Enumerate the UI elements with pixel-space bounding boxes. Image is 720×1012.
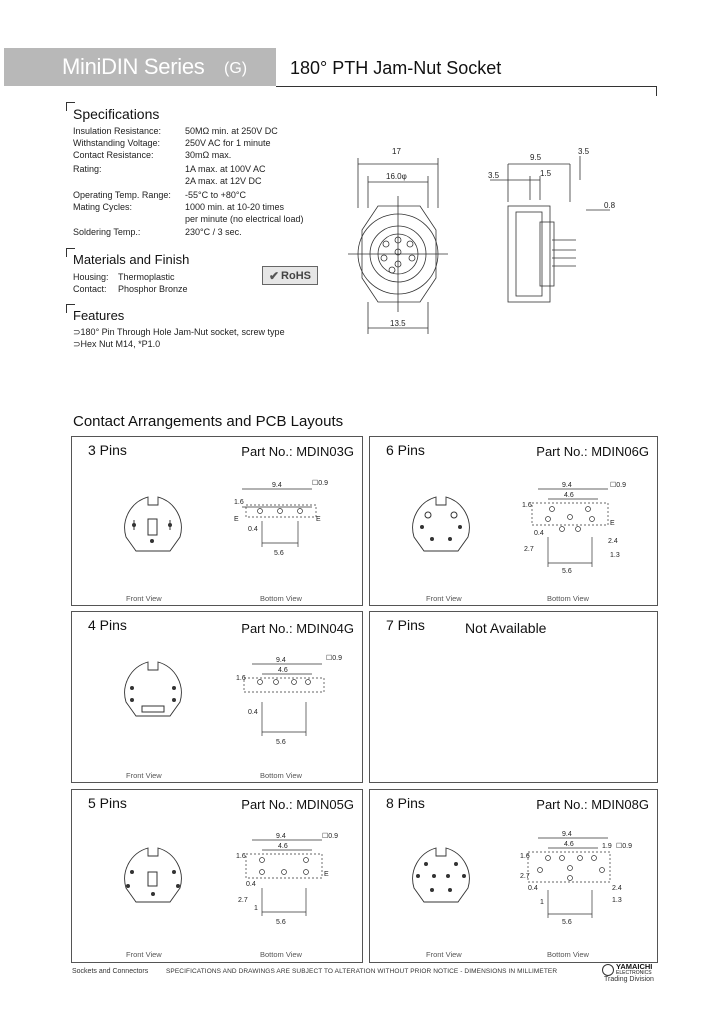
- bottom-view-label: Bottom View: [547, 950, 589, 959]
- dim-17: 17: [392, 147, 401, 156]
- bottom-view-label: Bottom View: [260, 594, 302, 603]
- dim-3-5-top: 3.5: [578, 147, 590, 156]
- svg-text:5.6: 5.6: [276, 919, 286, 926]
- pin-count: 8 Pins: [386, 795, 425, 811]
- svg-text:E: E: [316, 516, 321, 523]
- bottom-view-label: Bottom View: [547, 594, 589, 603]
- front-view-label: Front View: [126, 771, 162, 780]
- svg-text:9.4: 9.4: [276, 657, 286, 664]
- front-view-label: Front View: [426, 594, 462, 603]
- svg-text:☐0.9: ☐0.9: [322, 833, 339, 840]
- svg-text:1.6: 1.6: [236, 853, 246, 860]
- brand-sub: ELECTRONICS: [616, 970, 652, 976]
- bottom-view-label: Bottom View: [260, 771, 302, 780]
- feature-item: ⊃Hex Nut M14, *P1.0: [73, 339, 161, 349]
- spec-row: Insulation Resistance: 50MΩ min. at 250V DC: [73, 126, 278, 136]
- panel-6-pins: [369, 436, 658, 606]
- dim-9-5: 9.5: [530, 153, 542, 162]
- bottom-view-5: [232, 828, 352, 928]
- page-title: 180° PTH Jam-Nut Socket: [290, 58, 502, 78]
- contact-section-title: Contact Arrangements and PCB Layouts: [73, 413, 344, 430]
- svg-text:1.6: 1.6: [520, 853, 530, 860]
- svg-text:9.4: 9.4: [272, 482, 282, 489]
- dim-16: 16.0φ: [386, 172, 407, 181]
- pin-count: 4 Pins: [88, 617, 127, 633]
- svg-text:0.4: 0.4: [534, 530, 544, 537]
- connector-drawing: [340, 140, 630, 350]
- dim-3-5-left: 3.5: [488, 171, 500, 180]
- svg-text:E: E: [234, 516, 239, 523]
- svg-text:4.6: 4.6: [278, 843, 288, 850]
- part-number: Part No.: MDIN03G: [241, 444, 354, 459]
- svg-text:0.4: 0.4: [246, 881, 256, 888]
- svg-text:9.4: 9.4: [276, 833, 286, 840]
- panel-5-pins: [71, 789, 363, 963]
- bottom-view-label: Bottom View: [260, 950, 302, 959]
- dim-0-8: 0.8: [604, 201, 616, 210]
- footer-division: Trading Division: [604, 976, 654, 983]
- svg-text:☐0.9: ☐0.9: [610, 482, 627, 489]
- front-view-label: Front View: [426, 950, 462, 959]
- part-number: Part No.: MDIN08G: [536, 797, 649, 812]
- series-title: MiniDIN Series: [62, 54, 205, 79]
- check-icon: ✔: [268, 268, 280, 283]
- spec-row: Soldering Temp.: 230°C / 3 sec.: [73, 227, 242, 237]
- bottom-view-8: [518, 828, 648, 928]
- yamaichi-logo-icon: [602, 964, 614, 976]
- part-number: Part No.: MDIN06G: [536, 444, 649, 459]
- arrow-icon: ⊃: [73, 339, 81, 349]
- front-view-5: [118, 844, 188, 910]
- svg-text:☐0.9: ☐0.9: [312, 480, 329, 487]
- spec-row: Mating Cycles: 1000 min. at 10-20 times: [73, 202, 285, 212]
- svg-text:0.4: 0.4: [528, 885, 538, 892]
- front-view-label: Front View: [126, 950, 162, 959]
- material-housing-label: Housing:: [73, 272, 109, 282]
- svg-text:5.6: 5.6: [274, 550, 284, 557]
- svg-text:1.6: 1.6: [234, 499, 244, 506]
- specifications-title: Specifications: [73, 106, 160, 122]
- spec-row: per minute (no electrical load): [185, 214, 304, 224]
- pin-count: 7 Pins: [386, 617, 425, 633]
- pin-count: 5 Pins: [88, 795, 127, 811]
- footer-category: Sockets and Connectors: [72, 968, 149, 975]
- front-view-8: [406, 844, 476, 910]
- spec-row: Withstanding Voltage: 250V AC for 1 minute: [73, 138, 271, 148]
- svg-text:0.4: 0.4: [248, 709, 258, 716]
- panel-7-pins: [369, 611, 658, 783]
- footer-disclaimer: SPECIFICATIONS AND DRAWINGS ARE SUBJECT TO ALTERATION WITHOUT PRIOR NOTICE - DIMENSIONS IN MILLIMETER: [166, 968, 558, 975]
- svg-text:4.6: 4.6: [278, 667, 288, 674]
- panel-8-pins: [369, 789, 658, 963]
- header-rule: [276, 86, 656, 87]
- svg-text:1: 1: [540, 899, 544, 906]
- dim-1-5: 1.5: [540, 169, 552, 178]
- spec-row: 2A max. at 12V DC: [185, 176, 262, 186]
- svg-text:2.7: 2.7: [520, 873, 530, 880]
- front-view-label: Front View: [126, 594, 162, 603]
- svg-text:☐0.9: ☐0.9: [326, 655, 343, 662]
- specifications-list: [0, 125, 360, 238]
- svg-text:1.3: 1.3: [612, 897, 622, 904]
- footer-brand: [602, 963, 652, 977]
- svg-text:5.6: 5.6: [562, 919, 572, 926]
- not-available-text: Not Available: [465, 620, 547, 636]
- svg-text:1.6: 1.6: [236, 675, 246, 682]
- features-title: Features: [73, 308, 125, 323]
- front-view-6: [406, 493, 476, 559]
- svg-text:2.4: 2.4: [608, 538, 618, 545]
- bottom-view-3: [232, 477, 342, 567]
- rohs-badge: ✔ RoHS: [262, 266, 318, 285]
- panel-3-pins: [71, 436, 363, 606]
- svg-text:1: 1: [254, 905, 258, 912]
- material-contact-value: Phosphor Bronze: [118, 284, 188, 294]
- svg-text:0.4: 0.4: [248, 526, 258, 533]
- svg-text:1.9: 1.9: [602, 843, 612, 850]
- bottom-view-6: [518, 477, 648, 577]
- svg-text:9.4: 9.4: [562, 831, 572, 838]
- series-variant: (G): [224, 60, 248, 77]
- dim-13-5: 13.5: [390, 319, 406, 328]
- front-view-3: [118, 493, 188, 559]
- material-housing-value: Thermoplastic: [118, 272, 175, 282]
- spec-row: Contact Resistance: 30mΩ max.: [73, 150, 232, 160]
- svg-text:☐0.9: ☐0.9: [616, 843, 633, 850]
- feature-item: ⊃180° Pin Through Hole Jam-Nut socket, screw type: [73, 327, 285, 337]
- pin-count: 6 Pins: [386, 442, 425, 458]
- svg-text:2.7: 2.7: [524, 546, 534, 553]
- svg-text:5.6: 5.6: [276, 739, 286, 746]
- svg-text:1.6: 1.6: [522, 502, 532, 509]
- bottom-view-4: [232, 652, 352, 752]
- panel-4-pins: [71, 611, 363, 783]
- part-number: Part No.: MDIN04G: [241, 621, 354, 636]
- svg-text:5.6: 5.6: [562, 568, 572, 575]
- part-number: Part No.: MDIN05G: [241, 797, 354, 812]
- svg-text:2.4: 2.4: [612, 885, 622, 892]
- svg-text:E: E: [610, 520, 615, 527]
- svg-text:2.7: 2.7: [238, 897, 248, 904]
- brand-name: YAMAICHI: [616, 962, 653, 971]
- header-rule-tick: [656, 86, 657, 96]
- svg-text:4.6: 4.6: [564, 492, 574, 499]
- material-contact-label: Contact:: [73, 284, 107, 294]
- svg-text:4.6: 4.6: [564, 841, 574, 848]
- spec-row: Rating: 1A max. at 100V AC: [73, 164, 266, 174]
- svg-text:E: E: [324, 871, 329, 878]
- materials-title: Materials and Finish: [73, 252, 190, 267]
- svg-text:9.4: 9.4: [562, 482, 572, 489]
- pin-count: 3 Pins: [88, 442, 127, 458]
- spec-row: Operating Temp. Range: -55°C to +80°C: [73, 190, 246, 200]
- svg-text:1.3: 1.3: [610, 552, 620, 559]
- front-view-4: [118, 658, 188, 724]
- arrow-icon: ⊃: [73, 327, 81, 337]
